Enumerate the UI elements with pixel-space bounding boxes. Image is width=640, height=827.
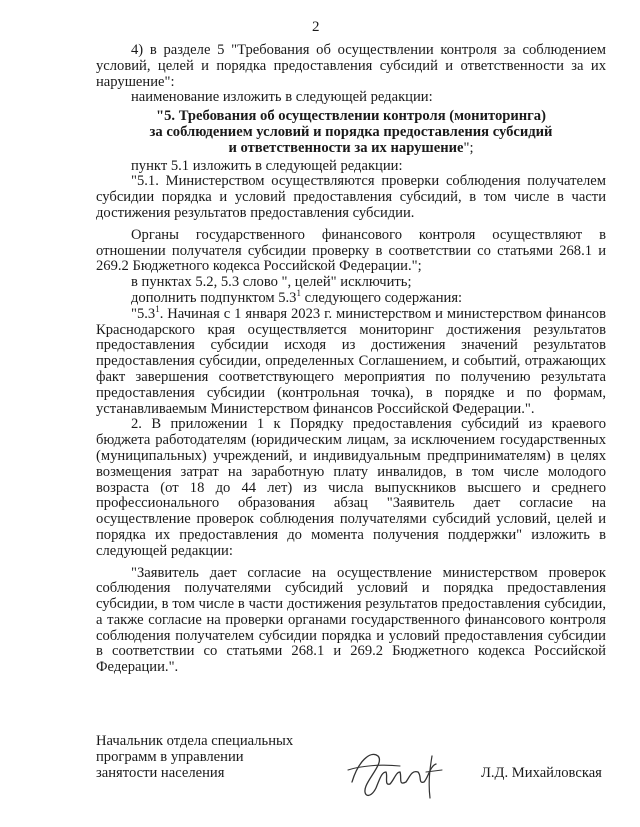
paragraph-applicant-consent: "Заявитель дает согласие на осуществление министерством проверок соблюдения получателями субсидий условий и порядка предоставления субсидии, в том числе в части достижения результатов предоставления субсидии, а также согласие на проверки органами государственного финансового контроля соблюдения получателем субсидии порядка и условий предоставления субсидии в соответствии со статьями 268.1 и 269.2 Бюджетного кодекса Российской Федерации.". bbox=[96, 564, 606, 676]
subpoint-prefix: "5.3 bbox=[131, 305, 156, 322]
add-subpoint-tail: следующего содержания: bbox=[300, 289, 463, 306]
position-line: занятости населения bbox=[96, 765, 225, 781]
subpoint-text: . Начиная с 1 января 2023 г. министерством и министерством финансов Краснодарского края осуществляется мониторинг достижения результатов предоставления субсидии исходя из достижения значений результатов предоставления субсидии, определенных Соглашением, и событий, отражающих факт завершения соответствующего мероприятия по получению результата предоставления субсидии (контрольная точка), в порядке и по формам, устанавливаемым Министерством финансов Российской Федерации.". bbox=[96, 305, 606, 417]
section-5-heading bbox=[96, 109, 606, 156]
signer-name: Л.Д. Михайловская bbox=[481, 765, 602, 781]
paragraph-appendix-1: 2. В приложении 1 к Порядку предоставления субсидий из краевого бюджета работодателям (юридическим лицам, за исключением государственных (муниципальных) учреждений, и индивидуальным предпринимателям) в целях возмещения затрат на заработную плату инвалидов, в том числе молодого возраста (от 18 до 44 лет) из числа выпускников высшего и среднего профессионального образования абзац "Заявитель дает согласие на осуществление проверок соблюдения получателями субсидий условий, целей и порядка их предоставления до момента получения поддержки" изложить в следующей редакции: bbox=[96, 416, 606, 559]
document-body bbox=[96, 43, 606, 676]
paragraph-subpoint-5-3-1 bbox=[96, 303, 606, 418]
paragraph-title-edit: наименование изложить в следующей редакции: bbox=[131, 89, 433, 106]
position-line: программ в управлении bbox=[96, 749, 244, 765]
handwritten-signature-icon bbox=[340, 742, 460, 804]
signatory-position bbox=[96, 733, 293, 781]
heading-line: за соблюдением условий и порядка предоставления субсидий bbox=[149, 123, 553, 140]
page-number: 2 bbox=[312, 19, 320, 35]
paragraph-financial-control: Органы государственного финансового контроля осуществляют в отношении получателя субсидии проверку в соответствии со статьями 268.1 и 269.2 Бюджетного кодекса Российской Федерации."; bbox=[96, 226, 606, 275]
paragraph-exclude-word: в пунктах 5.2, 5.3 слово ", целей" исключить; bbox=[131, 274, 412, 291]
superscript: 1 bbox=[155, 303, 160, 314]
heading-line bbox=[96, 141, 606, 157]
add-subpoint-text: дополнить подпунктом 5.3 bbox=[131, 289, 297, 306]
heading-line: "5. Требования об осуществлении контроля (мониторинга) bbox=[156, 108, 546, 125]
heading-line-text: и ответственности за их нарушение bbox=[228, 139, 464, 156]
position-line: Начальник отдела специальных bbox=[96, 733, 294, 749]
paragraph-point-5-1-text: "5.1. Министерством осуществляются проверки соблюдения получателем субсидии порядка и условий предоставления субсидий, в том числе в части достижения результатов предоставления субсидии. bbox=[96, 173, 606, 221]
paragraph-section-5-intro: 4) в разделе 5 "Требования об осуществлении контроля за соблюдением условий, целей и порядка предоставления субсидий и ответственности за их нарушение": bbox=[96, 42, 606, 90]
paragraph-point-5-1-edit: пункт 5.1 изложить в следующей редакции: bbox=[131, 157, 403, 174]
superscript: 1 bbox=[296, 287, 301, 298]
heading-tail: "; bbox=[463, 139, 474, 156]
paragraph-add-subpoint bbox=[96, 287, 606, 307]
